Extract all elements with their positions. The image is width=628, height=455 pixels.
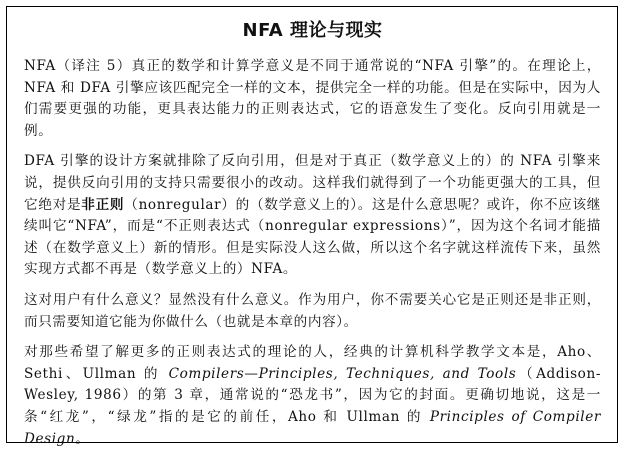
sidebar-box <box>6 6 618 447</box>
text-span: 对那些希望了解更多的正则表达式的理论的人，经典的计算机科学教学文本是，Aho、Sethi、Ullman 的 <box>24 344 601 382</box>
paragraph-references <box>24 342 601 450</box>
book-title-principles: Principles of Compiler Design <box>24 408 601 447</box>
bold-term: 非正则 <box>81 196 125 213</box>
sidebar-title: NFA 理论与现实 <box>242 20 383 41</box>
book-title-dragon: Compilers—Principles, Techniques, and Tools <box>168 365 517 382</box>
text-span: （Addison-Wesley, 1986）的第 3 章，通常说的“恐龙书”，因为它的封面。更确切地说，这是一条“红龙”，“绿龙”指的是它的前任，Aho 和 Ullman 的 <box>24 365 602 425</box>
paragraph-user-meaning: 这对用户有什么意义？显然没有什么意义。作为用户，你不需要关心它是正则还是非正则，而只需要知道它能为你做什么（也就是本章的内容）。 <box>24 291 601 330</box>
paragraph-nfa-meaning: NFA（译注 5）真正的数学和计算学意义是不同于通常说的“NFA 引擎”的。在理论上，NFA 和 DFA 引擎应该匹配完全一样的文本，提供完全一样的功能。但是在实际中，因为人们需要更强的功能，更具表达能力的正则表达式，它的语意发生了变化。反向引用就是一例。 <box>24 58 601 139</box>
text-span: （nonregular）的（数学意义上的）。这是什么意思呢？或许，你不应该继续叫它“NFA”，而是“不正则表达式（nonregular expressions）”，因为这个名词才能描述（在数学意义上）新的情形。但是实际没人这么做，所以这个名字就这样流传下来，虽然实现方式都不再是（数学意义上的）NFA。 <box>24 196 601 278</box>
paragraph-backreference <box>24 151 601 281</box>
text-span: DFA 引擎的设计方案就排除了反向引用，但是对于真正（数学意义上的）的 NFA 引擎来说，提供反向引用的支持只需要很小的改动。这样我们就得到了一个功能更强大的工具，但它绝对是 <box>24 153 601 213</box>
text-span: 。 <box>75 430 90 447</box>
